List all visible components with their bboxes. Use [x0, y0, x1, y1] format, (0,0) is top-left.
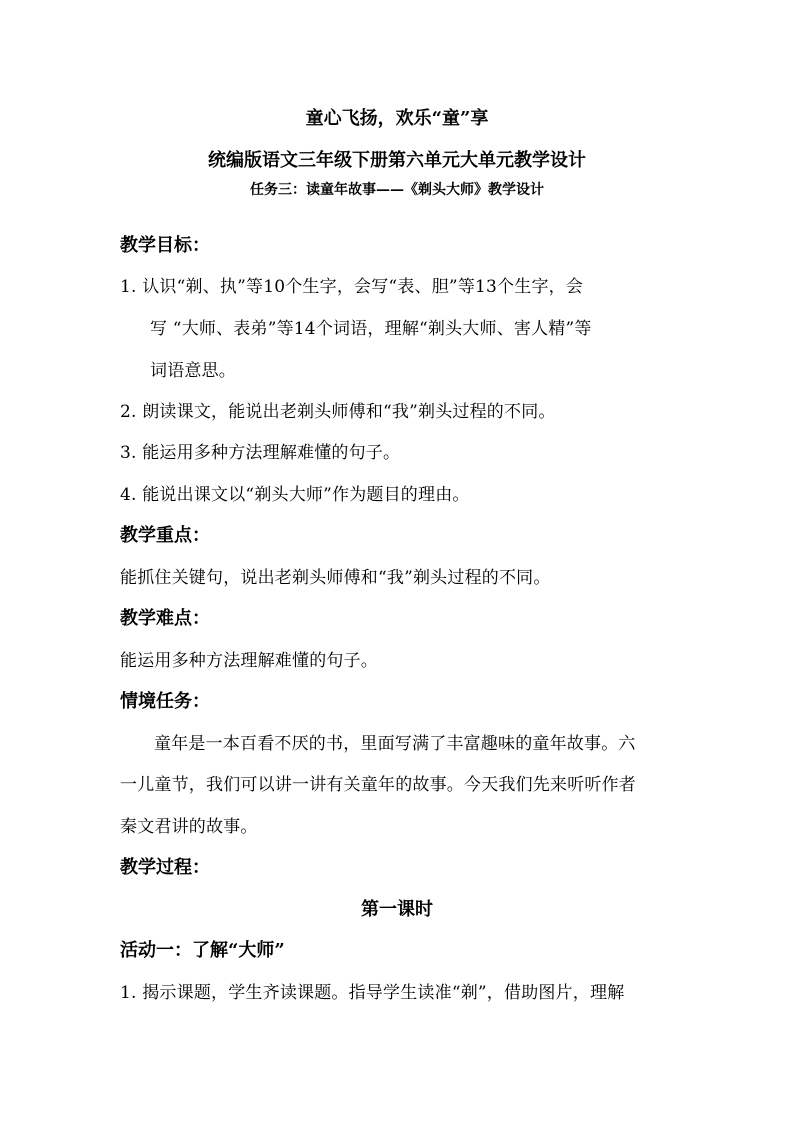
difficulties-heading: 教学难点： — [120, 608, 210, 629]
objective-2: 2. 朗读课文，能说出老剃头师傅和“我”剃头过程的不同。 — [120, 402, 556, 422]
process-line-1: 1. 揭示课题，学生齐读课题。指导学生读准“剃”，借助图片，理解 — [120, 983, 625, 1003]
situation-task-heading: 情境任务： — [120, 691, 210, 712]
situation-task-line-1: 童年是一本百看不厌的书，里面写满了丰富趣味的童年故事。六 — [154, 734, 636, 754]
activity-heading: 活动一：了解“大师” — [120, 940, 285, 961]
process-heading: 教学过程： — [120, 857, 210, 878]
objective-1-line-1: 1. 认识“剃、执”等10个生字，会写“表、胆”等13个生字，会 — [120, 277, 584, 297]
situation-task-line-3: 秦文君讲的故事。 — [120, 817, 258, 837]
objective-1-line-3: 词语意思。 — [150, 361, 236, 381]
difficulties-text: 能运用多种方法理解难懂的句子。 — [120, 651, 378, 671]
document-title: 童心飞扬，欢乐“童”享 — [305, 108, 489, 129]
objective-3: 3. 能运用多种方法理解难懂的句子。 — [120, 443, 401, 463]
situation-task-line-2: 一儿童节，我们可以讲一讲有关童年的故事。今天我们先来听听作者 — [120, 775, 636, 795]
task-title: 任务三：读童年故事——《剃头大师》教学设计 — [250, 182, 544, 198]
objectives-heading: 教学目标： — [120, 235, 210, 256]
objective-4: 4. 能说出课文以“剃头大师”作为题目的理由。 — [120, 485, 470, 505]
key-points-text: 能抓住关键句，说出老剃头师傅和“我”剃头过程的不同。 — [120, 568, 551, 588]
document-subtitle: 统编版语文三年级下册第六单元大单元教学设计 — [208, 150, 586, 171]
key-points-heading: 教学重点： — [120, 525, 210, 546]
lesson-title: 第一课时 — [361, 899, 433, 920]
objective-1-line-2: 写 “大师、表弟”等14个词语，理解“剃头大师、害人精”等 — [150, 319, 592, 339]
